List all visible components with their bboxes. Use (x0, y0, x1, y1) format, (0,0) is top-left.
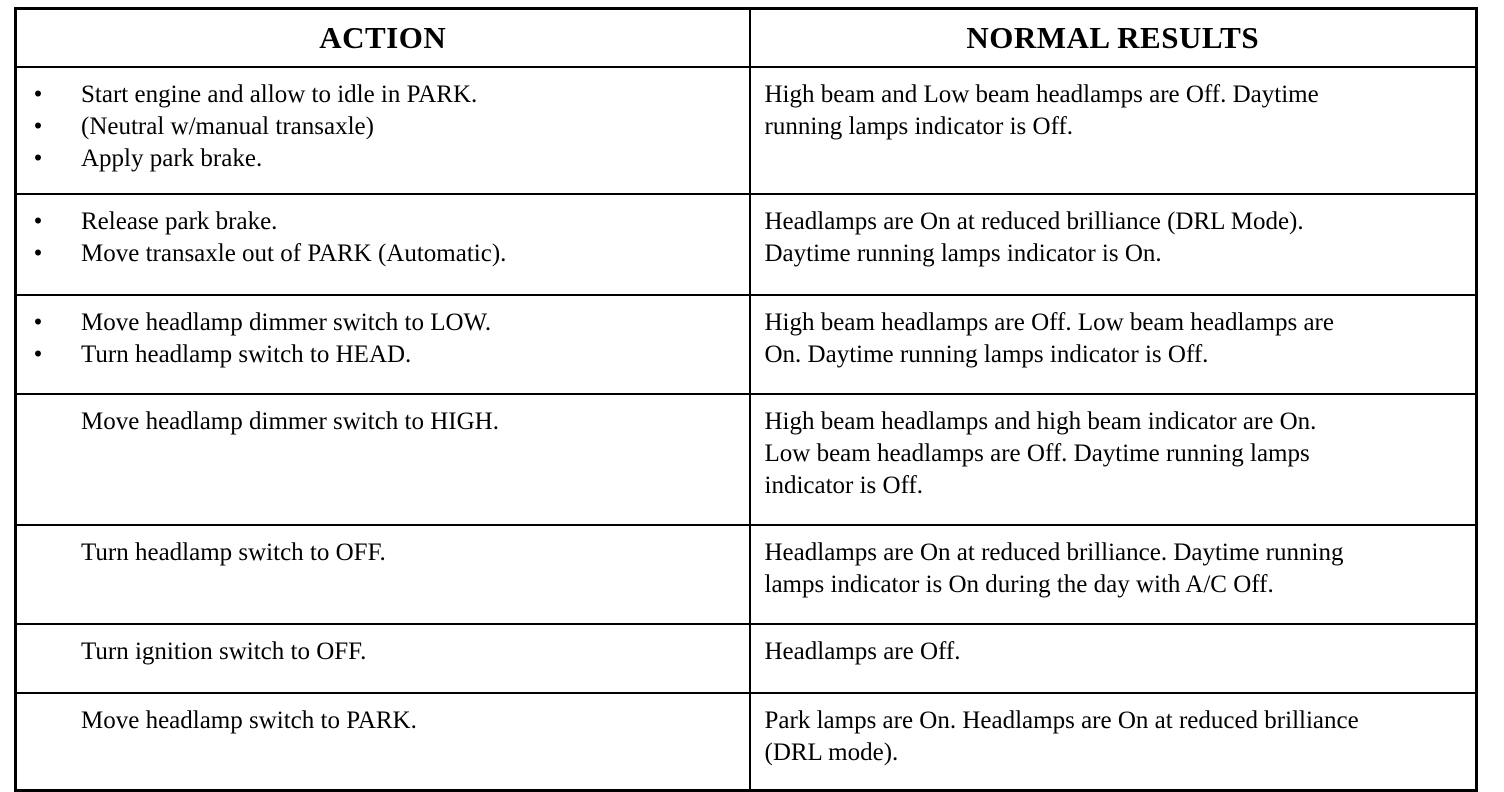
action-cell (16, 394, 750, 525)
table-row (16, 693, 1477, 791)
action-cell (16, 295, 750, 394)
result-line: indicator is Off. (764, 472, 924, 499)
bullet-icon: • (33, 81, 43, 108)
action-step (17, 79, 749, 111)
action-step-text: Move headlamp dimmer switch to HIGH. (81, 408, 499, 435)
bullet-icon: • (33, 113, 43, 140)
action-step (17, 406, 749, 438)
action-step (17, 537, 749, 569)
table-row (16, 67, 1477, 194)
result-cell (750, 693, 1477, 791)
action-cell (16, 67, 750, 194)
action-step (17, 339, 749, 371)
action-step (17, 238, 749, 270)
result-line: Headlamps are Off. (764, 638, 961, 665)
table-header-row (16, 9, 1477, 68)
action-step-text: Apply park brake. (81, 145, 263, 172)
result-line: Daytime running lamps indicator is On. (764, 240, 1162, 267)
action-step (17, 307, 749, 339)
result-line: Headlamps are On at reduced brilliance (DRL Mode). (764, 208, 1304, 235)
result-line: lamps indicator is On during the day with A/C Off. (764, 571, 1274, 598)
action-step-text: Turn headlamp switch to HEAD. (81, 341, 412, 368)
action-step (17, 636, 749, 668)
result-line: Low beam headlamps are Off. Daytime running lamps (764, 440, 1310, 467)
result-line: High beam headlamps and high beam indicator are On. (764, 408, 1317, 435)
result-cell (750, 194, 1477, 295)
action-step (17, 111, 749, 143)
action-step (17, 206, 749, 238)
result-line: Headlamps are On at reduced brilliance. Daytime running (764, 539, 1344, 566)
result-line: On. Daytime running lamps indicator is Off. (764, 341, 1209, 368)
procedure-table (14, 7, 1478, 792)
action-step (17, 143, 749, 175)
table-row (16, 525, 1477, 624)
result-line: Park lamps are On. Headlamps are On at reduced brilliance (764, 707, 1359, 734)
action-step-text: Turn headlamp switch to OFF. (81, 539, 386, 566)
result-line: (DRL mode). (764, 739, 899, 766)
result-cell (750, 394, 1477, 525)
action-column-header: ACTION (16, 9, 750, 68)
bullet-icon: • (33, 240, 43, 267)
action-step-text: Release park brake. (81, 208, 278, 235)
action-step-text: (Neutral w/manual transaxle) (81, 113, 374, 140)
action-cell (16, 624, 750, 693)
results-column-header: NORMAL RESULTS (750, 9, 1477, 68)
table-row (16, 394, 1477, 525)
bullet-icon: • (33, 208, 43, 235)
result-line: High beam headlamps are Off. Low beam headlamps are (764, 309, 1334, 336)
result-cell (750, 525, 1477, 624)
bullet-icon: • (33, 145, 43, 172)
action-step-text: Turn ignition switch to OFF. (81, 638, 367, 665)
table-row (16, 194, 1477, 295)
action-cell (16, 525, 750, 624)
action-step-text: Start engine and allow to idle in PARK. (81, 81, 478, 108)
result-cell (750, 295, 1477, 394)
result-cell (750, 624, 1477, 693)
bullet-icon: • (33, 341, 43, 368)
action-step (17, 705, 749, 737)
action-step-text: Move transaxle out of PARK (Automatic). (81, 240, 507, 267)
table-row (16, 624, 1477, 693)
action-cell (16, 693, 750, 791)
result-line: running lamps indicator is Off. (764, 113, 1074, 140)
table-row (16, 295, 1477, 394)
action-step-text: Move headlamp switch to PARK. (81, 707, 417, 734)
result-line: High beam and Low beam headlamps are Off. Daytime (764, 81, 1319, 108)
result-cell (750, 67, 1477, 194)
bullet-icon: • (33, 309, 43, 336)
action-cell (16, 194, 750, 295)
action-step-text: Move headlamp dimmer switch to LOW. (81, 309, 492, 336)
